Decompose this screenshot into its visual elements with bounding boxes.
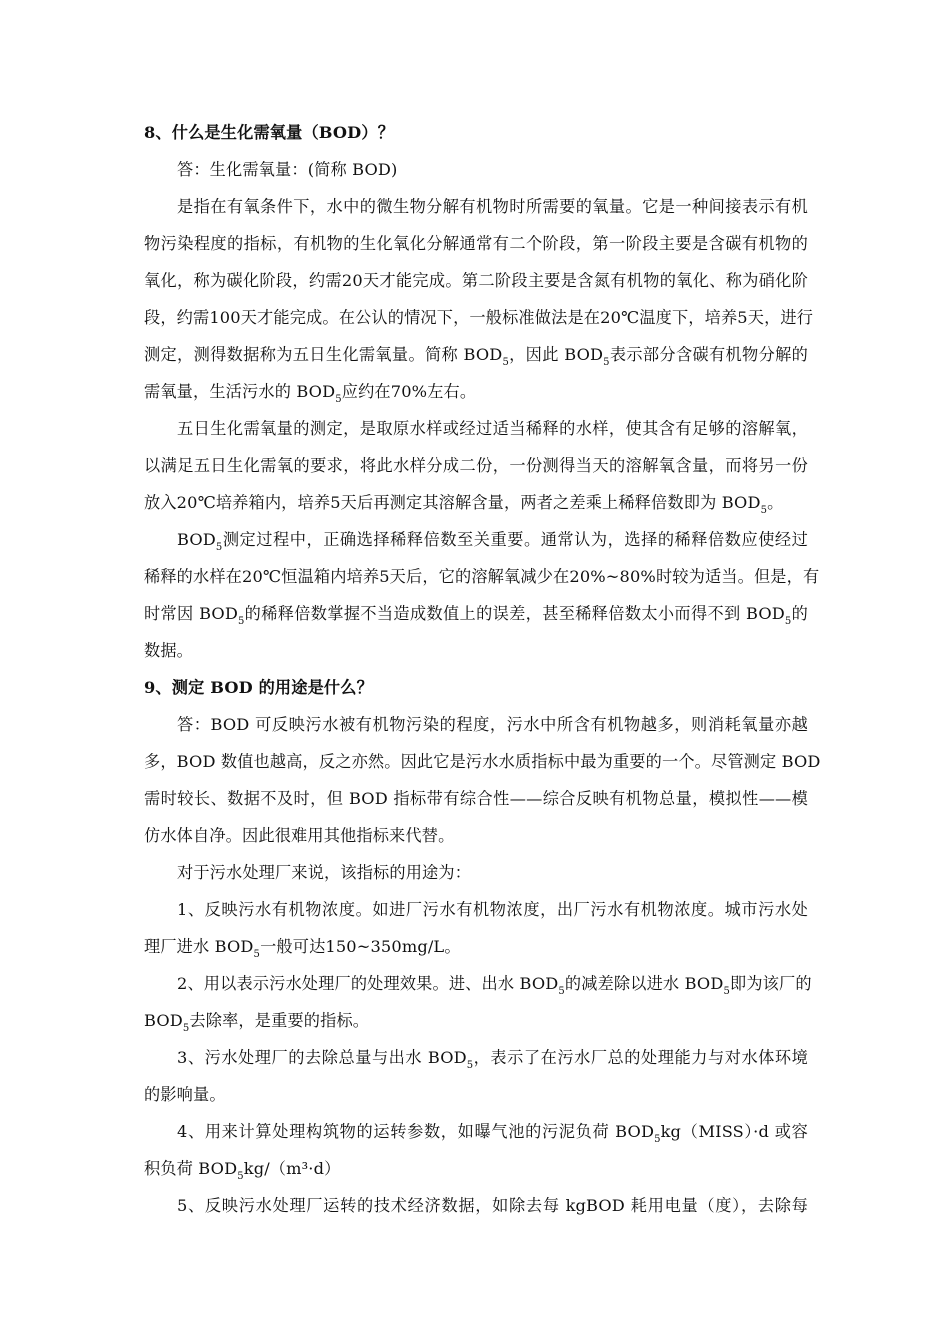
text-line: 段，约需100天才能完成。在公认的情况下，一般标准做法是在20℃温度下，培养5天，进行 <box>144 308 814 327</box>
text-line: 多，BOD 数值也越高，反之亦然。因此它是污水水质指标中最为重要的一个。尽管测定 BOD <box>144 752 821 771</box>
document-page <box>144 114 821 1224</box>
list-item <box>144 1113 808 1187</box>
text-line: 时常因 $BOD_5$的稀释倍数掌握不当造成数值上的误差，甚至稀释倍数太小而得不到 $BOD_5$的 <box>144 604 808 627</box>
list-item <box>144 965 812 1039</box>
list-item <box>144 1187 808 1224</box>
text-line: 的影响量。 <box>144 1085 226 1104</box>
question-9-title: 9、测定 BOD 的用途是什么？ <box>144 678 373 697</box>
list-item <box>144 891 808 965</box>
q9-intro: 对于污水处理厂来说，该指标的用途为： <box>177 863 472 882</box>
text-line: 物污染程度的指标，有机物的生化氧化分解通常有二个阶段，第一阶段主要是含碳有机物的 <box>144 234 808 253</box>
q8-paragraph-1 <box>144 188 814 410</box>
q8-paragraph-3 <box>144 521 820 669</box>
text-line: 需时较长、数据不及时，但 BOD 指标带有综合性——综合反映有机物总量，模拟性——模 <box>144 789 808 808</box>
text-line: 仿水体自净。因此很难用其他指标来代替。 <box>144 826 455 845</box>
text-line: 测定，测得数据称为五日生化需氧量。简称 $BOD_5$，因此 $BOD_5$表示部分含碳有机物分解的 <box>144 345 808 368</box>
text-line: 5、反映污水处理厂运转的技术经济数据，如除去每 kgBOD 耗用电量（度），去除每 <box>177 1196 808 1215</box>
text-line: 以满足五日生化需氧的要求，将此水样分成二份，一份测得当天的溶解氧含量，而将另一份 <box>144 456 808 475</box>
text-line: 是指在有氧条件下，水中的微生物分解有机物时所需要的氧量。它是一种间接表示有机 <box>177 197 808 216</box>
text-line: 1、反映污水有机物浓度。如进厂污水有机物浓度，出厂污水有机物浓度。城市污水处 <box>177 900 808 919</box>
text-line: 3、污水处理厂的去除总量与出水 $BOD_5$，表示了在污水厂总的处理能力与对水体环境 <box>177 1048 808 1071</box>
list-item <box>144 1039 808 1113</box>
text-line: 放入20℃培养箱内，培养5天后再测定其溶解含量，两者之差乘上稀释倍数即为 $BOD_5$。 <box>144 493 784 516</box>
text-line: 五日生化需氧量的测定，是取原水样或经过适当稀释的水样，使其含有足够的溶解氧， <box>177 419 808 438</box>
text-line: 数据。 <box>144 641 194 660</box>
text-line: $BOD_5$测定过程中，正确选择稀释倍数至关重要。通常认为，选择的稀释倍数应使经过 <box>177 530 808 553</box>
text-line: 需氧量，生活污水的 $BOD_5$应约在70%左右。 <box>144 382 477 405</box>
question-8-answer-label: 答：生化需氧量：(简称 BOD) <box>177 160 398 179</box>
text-line: 4、用来计算处理构筑物的运转参数，如曝气池的污泥负荷 $BOD_5kg(MISS)\cdot d$ 或容 <box>177 1122 808 1145</box>
text-line: 氧化，称为碳化阶段，约需20天才能完成。第二阶段主要是含氮有机物的氧化、称为硝化阶 <box>144 271 808 290</box>
text-line: 理厂进水 $BOD_5$一般可达150~350mg/L。 <box>144 937 461 960</box>
q9-paragraph-1 <box>144 706 821 854</box>
question-8-title: 8、什么是生化需氧量（BOD）？ <box>144 123 395 142</box>
q8-paragraph-2 <box>144 410 808 521</box>
text-line: 稀释的水样在20℃恒温箱内培养5天后，它的溶解氧减少在20%~80%时较为适当。但是，有 <box>144 567 820 586</box>
text-line: 答：BOD 可反映污水被有机物污染的程度，污水中所含有机物越多，则消耗氧量亦越 <box>177 715 808 734</box>
text-line: $BOD_5$去除率，是重要的指标。 <box>144 1011 370 1034</box>
text-line: 积负荷 $BOD_5kg/(m^3\cdot d)$ <box>144 1159 341 1182</box>
text-line: 2、用以表示污水处理厂的处理效果。进、出水 $BOD_5$的减差除以进水 $BOD_5$即为该厂的 <box>177 974 812 997</box>
